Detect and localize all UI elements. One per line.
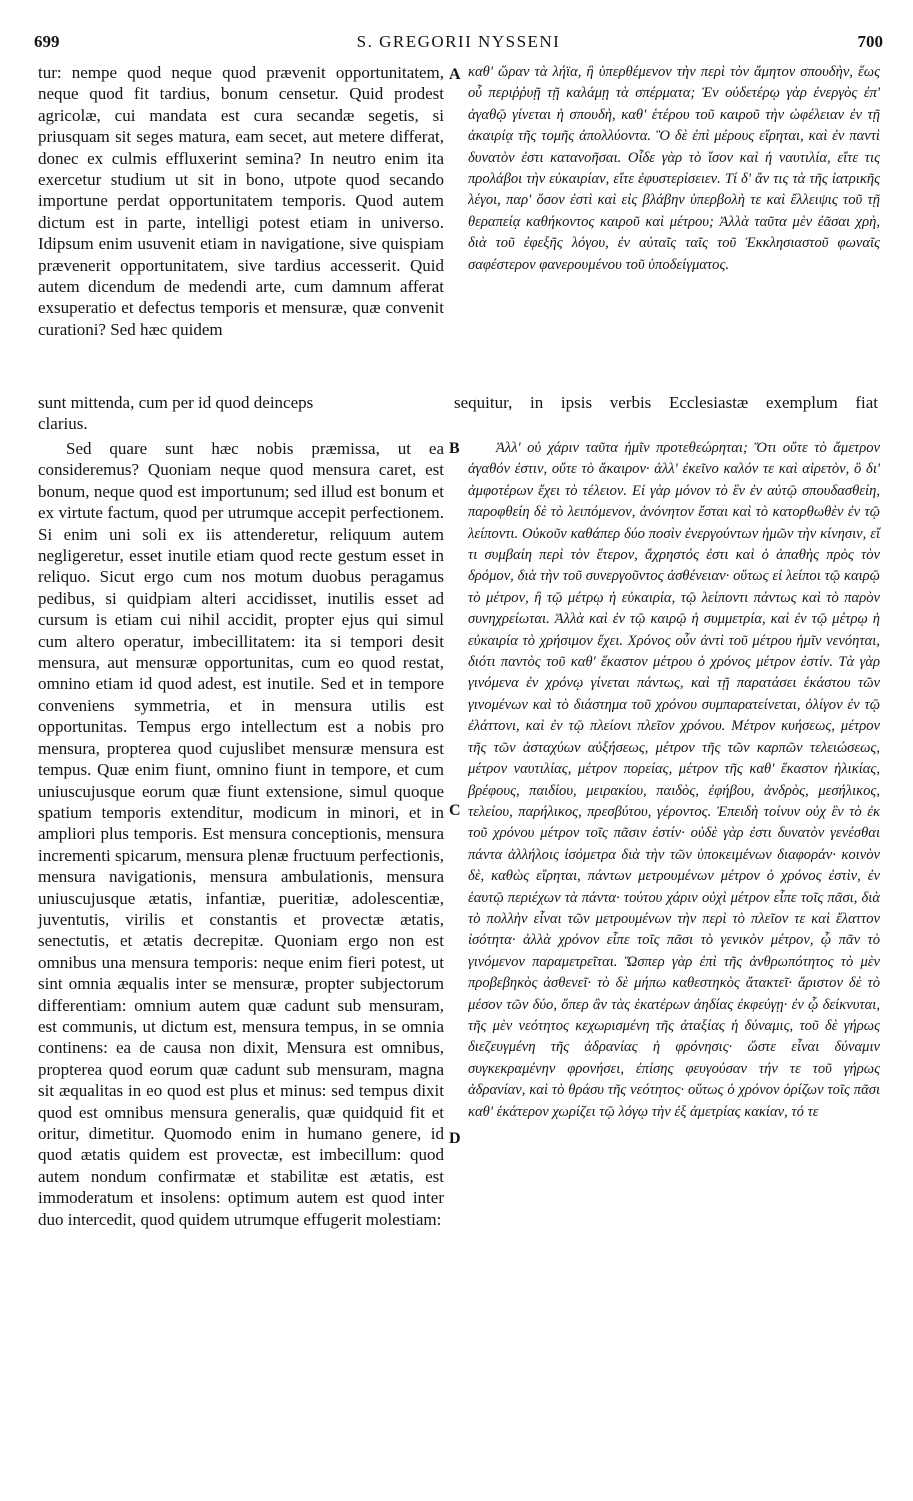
bridge-right-text: sequitur, in ipsis verbis Ecclesiastæ exemplum fiat [454,393,878,412]
bridge-tail-text: clarius. [38,414,88,433]
running-title: S. GREGORII NYSSENI [356,32,561,51]
greek-paragraph-top: καθ' ὥραν τὰ λήϊα, ἢ ὑπερθέμενον τὴν περὶ τὸν ἄμητον σπουδὴν, ἕως οὗ περιῤῥυῇ τῇ καλάμῃ τὰ σπέρματα; Ἐν οὐδετέρῳ γὰρ ἐνεργὸς ἐπ' ἀγαθῷ γίνεται ἡ σπουδὴ, καθ' ἑτέρου τοῦ καιροῦ τὴν ὠφέλειαν ἐν τῇ ἀκαιρίᾳ τῆς τομῆς ἀπολλύοντα. Ὃ δὲ ἐπὶ μέρους εἴρηται, καὶ ἐν παντὶ δυνατὸν ἐστι κατανοῆσαι. Οἶδε γὰρ τὸ ἴσον καὶ ἡ ναυτιλία, εἴτε τις προλάβοι τὴν εὐκαιρίαν, εἴτε ἐφυστερίσειεν. Τί δ' ἄν τις τὰ τῆς ἰατρικῆς λέγοι, παρ' ὅσον ἐστὶ καὶ εἰς βλάβην ὑπερβολὴ τε καὶ ἔλλειψις τοῦ τῇ θεραπείᾳ καθήκοντος καιροῦ καὶ μέτρου; Ἀλλὰ ταῦτα μὲν ἐᾶσαι χρὴ, διὰ τοῦ ἐφεξῆς λόγου, ἐν αὐταῖς ταῖς τοῦ Ἐκκλησιαστοῦ φωναῖς σαφέστερον φανερουμένου τοῦ ὑποδείγματος. [468,64,880,273]
margin-marker-b: B [449,440,460,457]
latin-column-top [38,62,444,340]
page-number-right: 700 [857,32,883,51]
latin-paragraph-main: Sed quare sunt hæc nobis præmissa, ut ea consideremus? Quoniam neque quod mensura caret, est bonum, neque quod est importunum; sed illud est bonum et ex virtute factum, quod per utrumque accepit perfectionem. Si enim uni soli ex iis attenderetur, reliquum autem negligeretur, esset inutile etiam quod recte gestum esset in reliquo. Sicut ergo cum nos motum duobus peragamus pedibus, si quidpiam alteri accidisset, inutilis esset ad cursum is etiam cui nihil accidit, propter ejus qui simul cum altero operatur, imbecillitatem: ita si tempori desit mensura, aut mensuræ opportunitas, cum eo quod restat, omnino etiam id quod adest, est inutile. Sed et in tempore conveniens symmetria, et in mensura utilis est opportunitas. Tempus ergo intellectum est a nobis pro mensura, propterea quod cujuslibet mensuræ mensura est tempus. Quæ enim fiunt, omnino fiunt in tempore, et cum uniuscujusque eorum quæ fiunt extensione, simul quoque spatium temporis extenditur, modicum in minori, et in ampliori plus temporis. Est mensura conceptionis, mensura incrementi spicarum, mensura plenæ fructuum perfectionis, mensura navigationis, mensura ambulationis, mensura uniuscujusque ætatis, infantiæ, pueritiæ, adolescentiæ, juventutis, virilis et constantis et provectæ ætatis, senectutis, et ætatis decrepitæ. Quoniam ergo non est omnibus una mensura temporis: neque enim fieri potest, ut sint omnia æqualis inter se mensuræ, propter subjectorum differentiam: omnium autem quæ cadunt sub mensuram, est communis, ut dictum est, mensura tempus, in se omnia continens: ea de causa non dixit, Mensura est omnibus, propterea quod eorum quæ cadunt sub mensuram, magna sit æqualitas in eo quod est plus et minus: sed tempus dixit quod est omnibus mensura generalis, quæ quidquid fit et oritur, dimetitur. Quomodo enim in humano genere, id quod ætatis quidem est provectæ, est imbecillum: quod autem nondum confirmatæ et stabilitæ est ætatis, est immoderatum et insolens: optimum autem est quod inter duo intercedit, quod quidem utrumque effugerit molestiam: [38,439,444,1229]
latin-paragraph-top: tur: nempe quod neque quod prævenit opportunitatem, neque quod fit tardius, bonum censetur. Quid prodest agricolæ, cui mandata est cura secandæ segetis, si priusquam sit seges matura, eam secet, aut metere differat, donec ex culmis effluxerint semina? In neutro enim ita exercetur studium ut sit in bono, utpote quod secando importune perdat opportunitatem temporis. Quod autem dictum est in parte, intelligi potest etiam in universo. Idipsum enim usuvenit etiam in navigatione, sive quispiam prævenerit opportunitatem, sive tardius accesserit. Quid autem dicendum de medendi arte, cum damnum afferat exsuperatio et defectus temporis et mensuræ, quæ convenit curationi? Sed hæc quidem [38,63,444,339]
margin-marker-c: C [449,802,461,819]
margin-marker-d: D [449,1130,461,1147]
latin-column-main [38,438,444,1230]
bridge-left-text: sunt mittenda, cum per id quod deinceps [38,393,314,412]
margin-marker-a: A [449,66,461,83]
page-number-left: 699 [34,32,60,51]
greek-column-main [468,438,880,1123]
greek-column-top [468,62,880,276]
page-header [34,32,883,58]
greek-paragraph-main: Ἀλλ' οὐ χάριν ταῦτα ἡμῖν προτεθεώρηται; Ὅτι οὔτε τὸ ἄμετρον ἀγαθόν ἐστιν, οὔτε τὸ ἄκαιρον· ἀλλ' ἐκεῖνο καλόν τε καὶ αἱρετὸν, ὃ δι' ἀμφοτέρων ἔχει τὸ τέλειον. Εἰ γὰρ μόνον τὸ ἓν ἐν αὐτῷ σπουδασθείη, παροφθείη δὲ τὸ λειπόμενον, ἀνόνητον ἔσται καὶ τὸ κατορθωθὲν ἐν τῷ λείποντι. Οὐκοῦν καθάπερ δύο ποσὶν ἐνεργούντων ἡμῶν τὴν κίνησιν, εἴ τι συμβαίη περὶ τὸν ἕτερον, ἄχρηστός ἐστι καὶ ὁ ἀπαθὴς πρὸς τὸν δρόμον, διὰ τὴν τοῦ συνεργοῦντος ἀσθένειαν· οὕτως εἰ λείποι τῷ καιρῷ τὸ μέτρον, ἢ τῷ μέτρῳ ἡ εὐκαιρία, τῷ λείποντι πάντως καὶ τὸ παρὸν συνηχρείωται. Ἀλλὰ καὶ ἐν τῷ καιρῷ ἡ συμμετρία, καὶ ἐν τῷ μέτρῳ ἡ εὐκαιρία τὸ χρήσιμον ἔχει. Χρόνος οὖν ἀντὶ τοῦ μέτρου ἡμῖν νενόηται, διότι παντὸς τοῦ καθ' ἕκαστον μέτρου ὁ χρόνος μέτρον ἐστίν. Τὰ γὰρ γινόμενα ἐν χρόνῳ γίνεται πάντως, καὶ τῇ παρατάσει ἑκάστου τῶν γινομένων καὶ τὸ διάστημα τοῦ χρόνου συμπαρατείνεται, ὀλίγον ἐν τῷ ἐλάττονι, καὶ ἐν τῷ πλείονι πλεῖον χρόνου. Μέτρον κυήσεως, μέτρον τῆς τῶν ἀσταχύων αὐξήσεως, μέτρον τῆς τῶν καρπῶν τελειώσεως, μέτρον ναυτιλίας, μέτρον πορείας, μέτρον τῆς καθ' ἕκαστον ἡλικίας, βρέφους, παιδίου, μειρακίου, παιδὸς, ἐφήβου, ἀνδρὸς, μεσήλικος, τελείου, παρήλικος, πρεσβύτου, γέροντος. Ἐπειδὴ τοίνυν οὐχ ἓν τὸ ἐκ τοῦ χρόνου μέτρον τοῖς πᾶσιν ἐστίν· οὐδὲ γὰρ ἐστι δυνατὸν γενέσθαι πάντα ἀλλήλοις ἰσόμετρα διὰ τὴν τῶν ὑποκειμένων διαφοράν· κοινὸν δὲ, καθὼς εἴρηται, πάντων μετρουμένων μέτρον ὁ χρόνος ἐστὶν, ἐν ἑαυτῷ περιέχων τὰ πάντα· τούτου χάριν οὐχὶ μέτρον εἶπε τοῖς πᾶσι, διὰ τὸ πολλὴν εἶναι τῶν μετρουμένων τὴν περὶ τὸ πλεῖον τε καὶ ἔλαττον ἰσότητα· ἀλλὰ χρόνον εἶπε τοῖς πᾶσι τὸ γενικὸν μέτρον, ᾧ πᾶν τὸ γινόμενον παραμετρεῖται. Ὥσπερ γὰρ ἐπὶ τῆς ἀνθρωπότητος τὸ μὲν προβεβηκὸς ἀσθενεῖ· τὸ δὲ μήπω καθεστηκὸς ἄτακτεῖ· ἄριστον δὲ τὸ μέσον τῶν δύο, ὅπερ ἂν τὰς ἑκατέρων ἀηδίας ἐκφεύγῃ· ἐν ᾧ δείκνυται, τῆς μὲν νεότητος κεχωρισμένη τῆς ἀταξίας ἡ δύναμις, τοῦ δὲ γήρως διεζευγμένη τῆς ἀδρανίας ἡ φρόνησις· ὥστε εἶναι δύναμιν συγκεκραμένην φρονήσει, ἐπίσης φευγούσαν τήν τε τοῦ γήρως ἀδρανίαν, καὶ τὸ θράσυ τῆς νεότητος· οὕτως ὁ χρόνον ὁρίζων τοῖς πᾶσι καθ' ἑκάτερον χωρίζει τῷ λόγῳ τὴν ἐξ ἀμετρίας κακίαν, τό τε [468,440,880,1120]
